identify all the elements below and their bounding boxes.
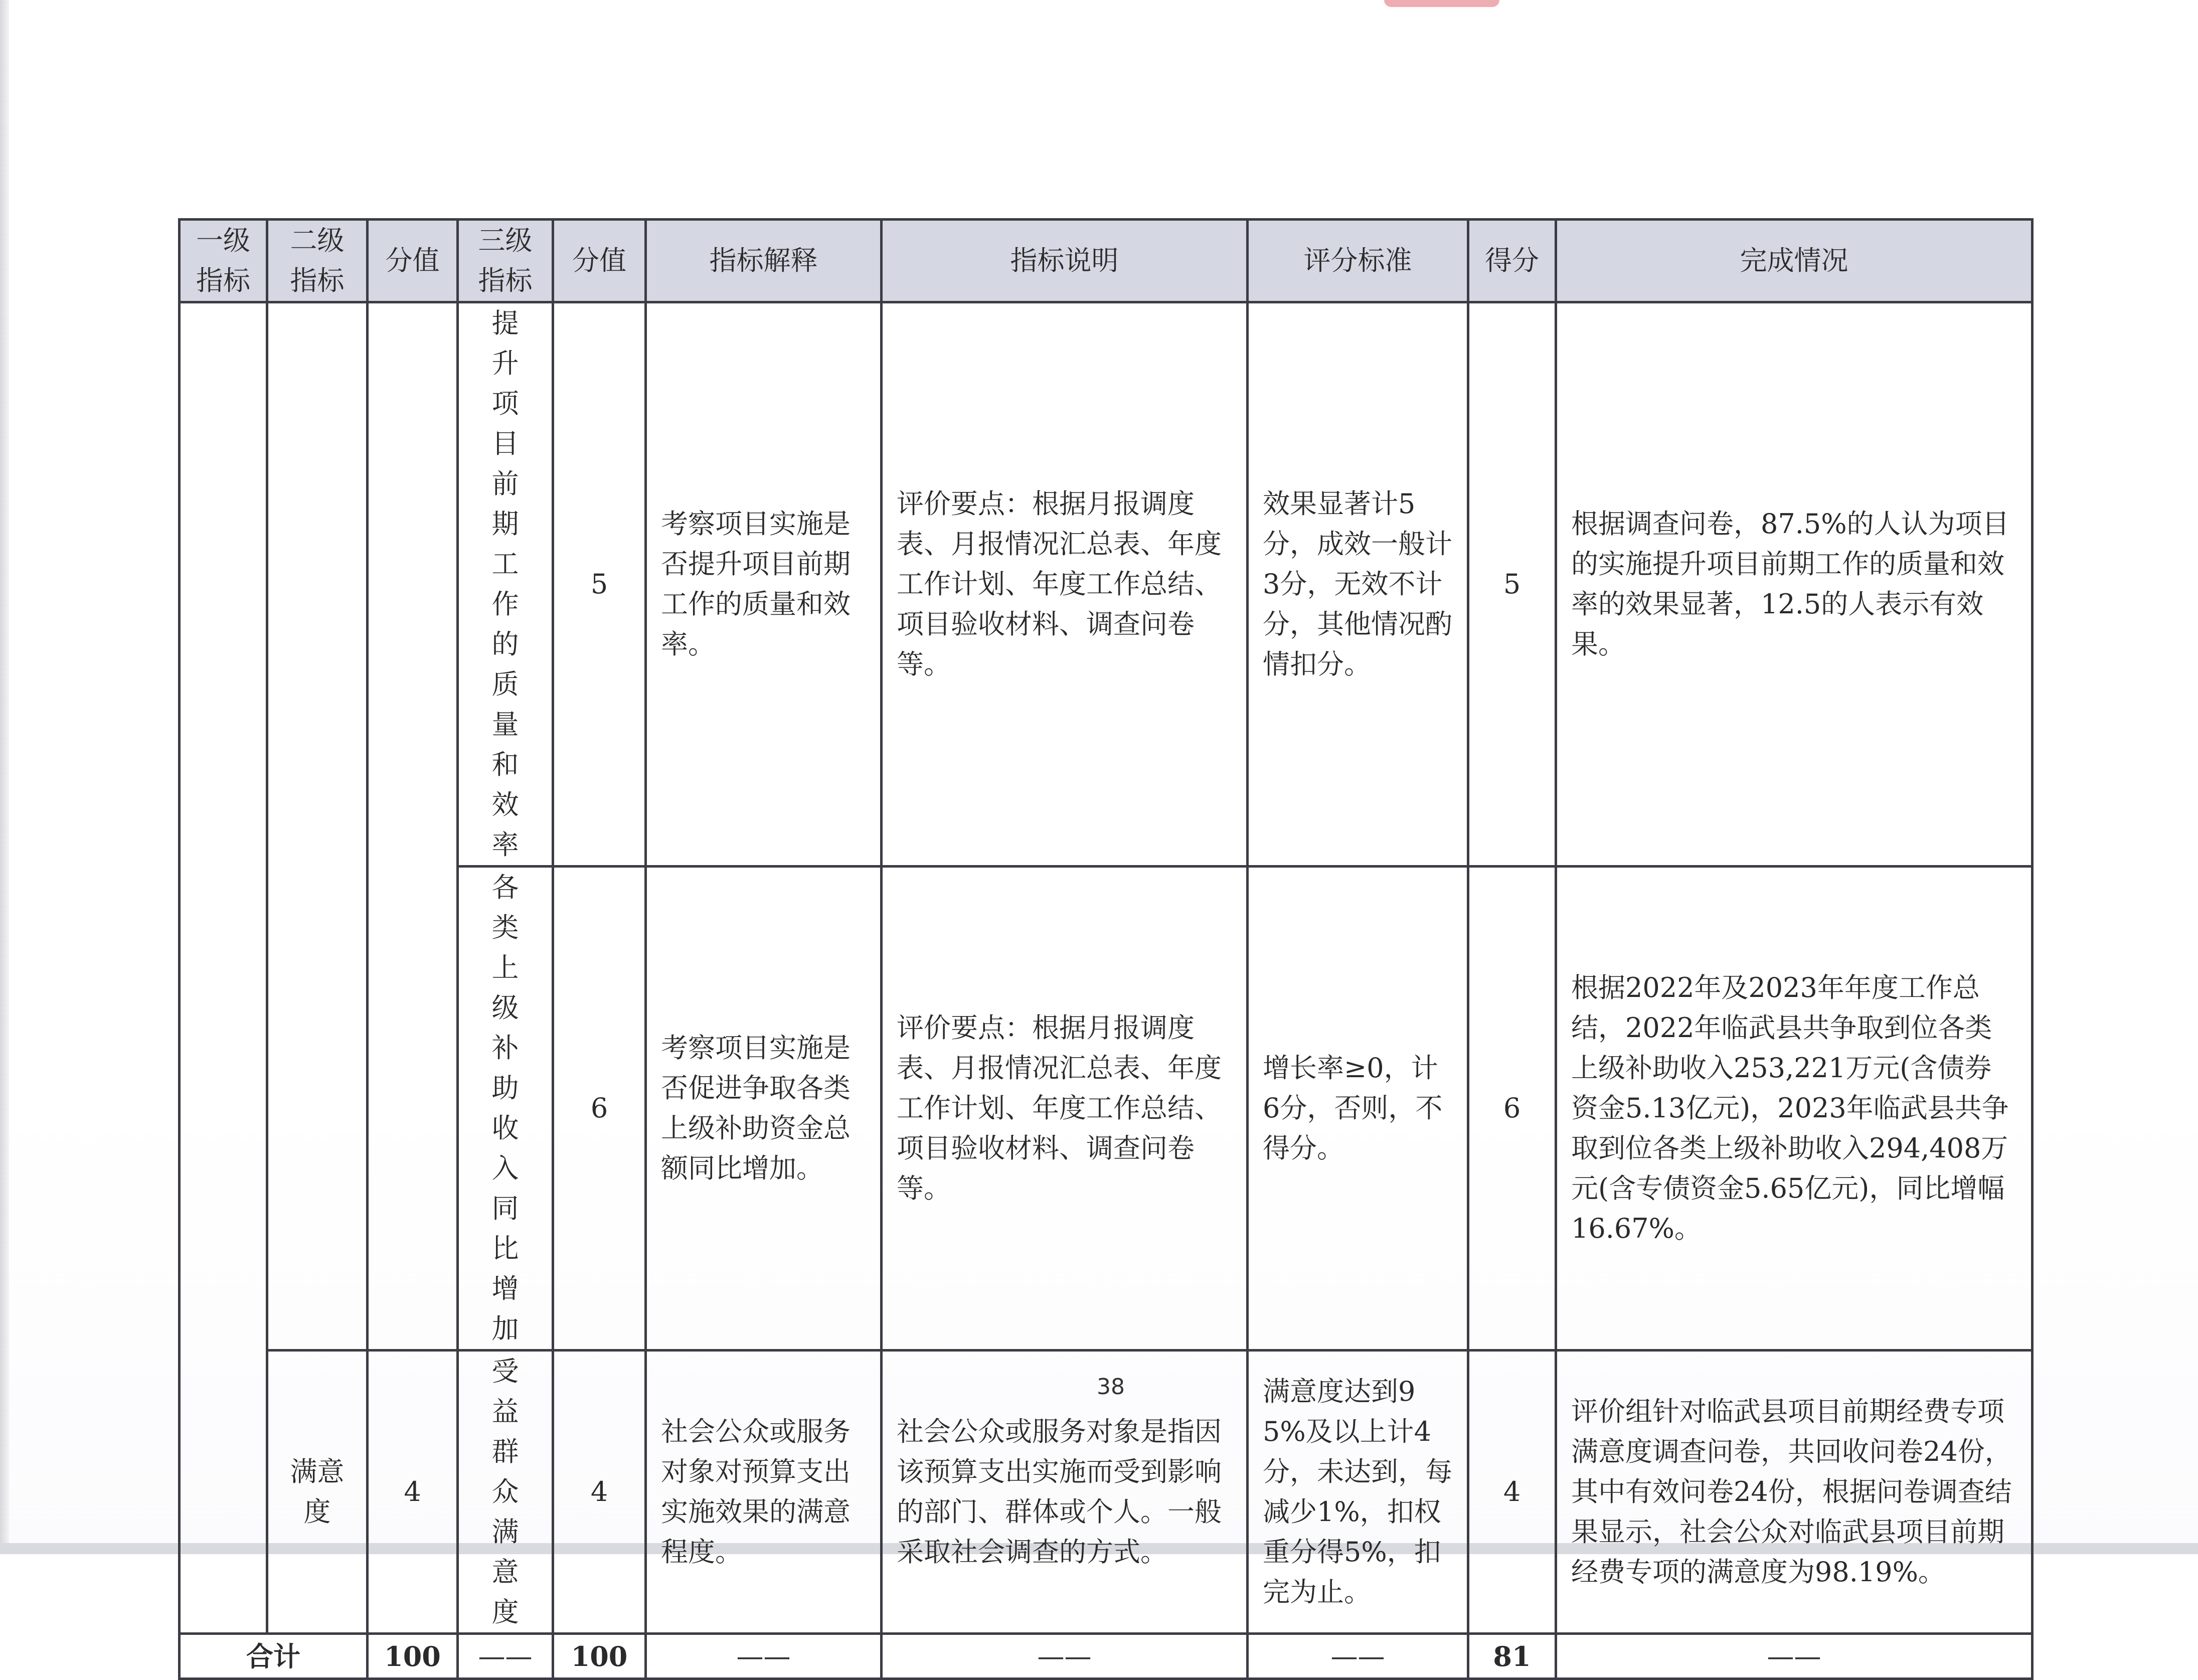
total-standard: ——	[1248, 1634, 1468, 1679]
cell-explanation: 考察项目实施是否提升项目前期工作的质量和效率。	[646, 302, 882, 867]
cell-completion: 评价组针对临武县项目前期经费专项满意度调查问卷，共回收问卷24份，其中有效问卷24份，根据问卷调查结果显示，社会公众对临武县项目前期经费专项的满意度为98.19%。	[1556, 1351, 2033, 1634]
cell-standard: 满意度达到95%及以上计4分，未达到，每减少1%，扣权重分得5%，扣完为止。	[1248, 1351, 1468, 1634]
cell-score-level2: 4	[368, 1351, 458, 1634]
cell-score-level2	[368, 302, 458, 1351]
header-level3: 三级指标	[458, 220, 553, 302]
cell-completion: 根据调查问卷，87.5%的人认为项目的实施提升项目前期工作的质量和效率的效果显著，12.5的人表示有效果。	[1556, 302, 2033, 867]
table-row	[180, 867, 2033, 1351]
total-level3: ——	[458, 1634, 553, 1679]
header-level2: 二级指标	[267, 220, 368, 302]
cell-completion: 根据2022年及2023年年度工作总结，2022年临武县共争取到位各类上级补助收入253,221万元(含债券资金5.13亿元)，2023年临武县共争取到位各类上级补助收入294,408万元(含专债资金5.65亿元)，同比增幅16.67%。	[1556, 867, 2033, 1351]
cell-score: 5	[1468, 302, 1556, 867]
cell-explanation: 社会公众或服务对象对预算支出实施效果的满意程度。	[646, 1351, 882, 1634]
total-score-level3: 100	[553, 1634, 646, 1679]
cell-explanation: 考察项目实施是否促进争取各类上级补助资金总额同比增加。	[646, 867, 882, 1351]
total-row	[180, 1634, 2033, 1679]
cell-level3: 各类上级补助收入同比增加	[458, 867, 553, 1351]
total-completion: ——	[1556, 1634, 2033, 1679]
header-score-level2: 分值	[368, 220, 458, 302]
cell-description: 评价要点：根据月报调度表、月报情况汇总表、年度工作计划、年度工作总结、项目验收材料、调查问卷等。	[882, 302, 1248, 867]
cell-score: 4	[1468, 1351, 1556, 1634]
total-label: 合计	[180, 1634, 368, 1679]
cell-standard: 增长率≥0，计6分，否则，不得分。	[1248, 867, 1468, 1351]
cell-level3: 受益群众满意度	[458, 1351, 553, 1634]
total-score: 81	[1468, 1634, 1556, 1679]
header-completion: 完成情况	[1556, 220, 2033, 302]
cell-description: 评价要点：根据月报调度表、月报情况汇总表、年度工作计划、年度工作总结、项目验收材料、调查问卷等。	[882, 867, 1248, 1351]
page-number: 38	[1097, 1374, 1125, 1400]
header-row	[180, 220, 2033, 302]
cell-standard: 效果显著计5分，成效一般计3分，无效不计分，其他情况酌情扣分。	[1248, 302, 1468, 867]
table-row	[180, 302, 2033, 867]
header-standard: 评分标准	[1248, 220, 1468, 302]
header-score-level3: 分值	[553, 220, 646, 302]
cell-level3: 提升项目前期工作的质量和效率	[458, 302, 553, 867]
red-seal-fragment	[1384, 0, 1499, 7]
scan-left-edge	[0, 0, 9, 1554]
header-level1: 一级指标	[180, 220, 267, 302]
total-explanation: ——	[646, 1634, 882, 1679]
cell-score-level3: 5	[553, 302, 646, 867]
header-explanation: 指标解释	[646, 220, 882, 302]
header-score: 得分	[1468, 220, 1556, 302]
header-description: 指标说明	[882, 220, 1248, 302]
cell-score: 6	[1468, 867, 1556, 1351]
cell-level2	[267, 302, 368, 1351]
cell-score-level3: 4	[553, 1351, 646, 1634]
total-description: ——	[882, 1634, 1248, 1679]
cell-score-level3: 6	[553, 867, 646, 1351]
cell-level2: 满意度	[267, 1351, 368, 1634]
cell-description: 社会公众或服务对象是指因该预算支出实施而受到影响的部门、群体或个人。一般采取社会调查的方式。	[882, 1351, 1248, 1634]
performance-evaluation-table	[178, 218, 2034, 1680]
cell-level1	[180, 302, 267, 1634]
total-score-level2: 100	[368, 1634, 458, 1679]
